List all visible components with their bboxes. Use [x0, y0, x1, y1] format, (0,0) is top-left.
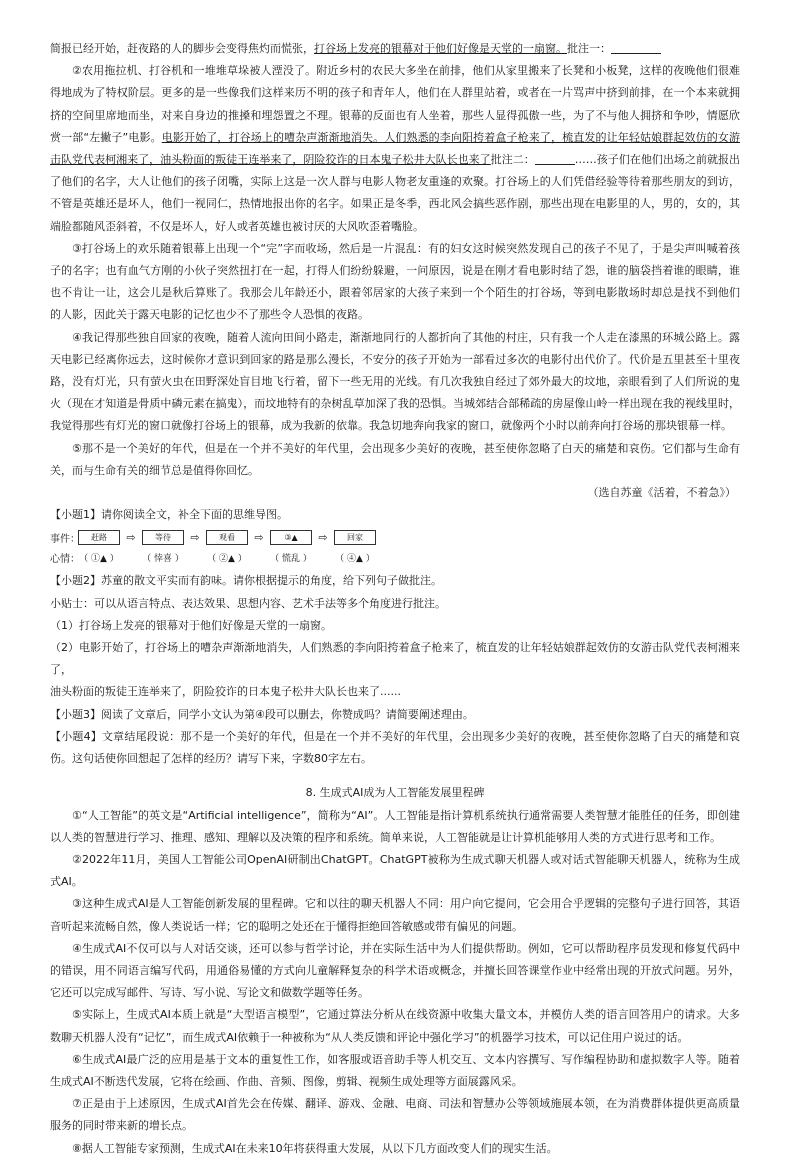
annotation-label-2: 批注二：	[490, 153, 535, 167]
passage2-paragraph-1: ①“人工智能”的英文是“Artificial intelligence”，简称为“AI”。人工智能是指计算机系统执行通常需要人类智慧才能胜任的任务，即创建以人类的智慧进行学习、推理、感知、理解以及决策的程序和系统。简单来说，人工智能就是让计算机能够用人类的方式进行思考和工作。	[50, 808, 740, 844]
feeling-5[interactable]: （ ④▲ ）	[335, 554, 375, 565]
passage2-paragraph-4: ④生成式AI不仅可以与人对话交谈，还可以参与哲学讨论，并在实际生活中为人们提供帮助。例如，它可以帮助程序员发现和修复代码中的错误，用不同语言编写代码，用通俗易懂的方式向儿童解释复杂的科学术语或概念，并擅长回答课堂作业中经常出现的开放式问题。另外，它还可以完成写邮件、写诗、写小说、写论文和做数学题等任务。	[50, 941, 740, 1000]
arrow-icon: ⇨	[254, 531, 264, 545]
passage2-paragraph-6: ⑥生成式AI最广泛的应用是基于文本的重复性工作，如客服或语音助手等人机交互、文本内容撰写、写作编程协助和虚拟数字人等。随着生成式AI不断迭代发展，它将在绘画、作曲、音频、图像，剪辑、视频生成处理等方面展露风采。	[50, 1052, 740, 1088]
event-box-2: 等待	[142, 530, 184, 545]
question-2-tip: 小贴士：可以从语言特点、表达效果、思想内容、艺术手法等多个角度进行批注。	[50, 596, 446, 610]
arrow-icon: ⇨	[126, 531, 136, 545]
feeling-4: （ 慌乱 ）	[270, 554, 312, 565]
passage1-paragraph-5: ⑤那不是一个美好的年代，但是在一个并不美好的年代里，会出现多少美好的夜晚，甚至使你忽略了白天的痛楚和哀伤。它们都与生命有关，而与生命有关的细节总是值得你回忆。	[50, 441, 740, 477]
text-span: ②农用拖拉机、打谷机和一堆堆草垛被人湮没了。附近乡村的农民大多坐在前排，他们从家里搬来了长凳和小板凳，这样的夜晚他们很难得地成为了特权阶层。更多的是一些像我们这样来历不明的孩子和青年人，他们在人群里站着，或者在一片骂声中挤到前排，在一个本来就拥挤的空间里席地而坐，对来自身边的推搡和埋怨置之不理。银幕的反面也有人坐着，那些人显得孤傲一些，为了不与他人拥挤和争吵，情愿欣赏一部“左撇子”电影。	[50, 64, 740, 144]
question-2-item-1: （1）打谷场上发亮的银幕对于他们好像是天堂的一扇窗。	[50, 618, 332, 632]
text-span: ……孩子们在他们出场之前就报出了他们的名字，大人让他们的孩子闭嘴，实际上这是一次人群与电影人物老友重逢的欢聚。打谷场上的人们凭借经验等待着那些朋友的到访，不管是英雄还是坏人，他们一视同仁，热情地报出你的名字。如果正是冬季，西北风会搞些恶作剧，那些出现在电影里的人，男的，女的，其端脸都随风歪斜着，不仅是坏人，好人或者英雄也被讨厌的大风吹歪着嘴脸。	[50, 153, 741, 233]
passage2-paragraph-3: ③这种生成式AI是人工智能创新发展的里程碑。它和以往的聊天机器人不同：用户向它提问，它会用合乎逻辑的完整句子进行回答，其语音听起来流畅自然，像人类说话一样；它的聪明之处还在于懂得拒绝回答敏感或带有偏见的问题。	[50, 897, 740, 933]
mind-map-feelings-row	[50, 550, 376, 565]
feeling-3[interactable]: （ ②▲ ）	[207, 554, 247, 565]
feeling-2: （ 悻喜 ）	[142, 554, 184, 565]
feeling-label: 心情：	[50, 554, 80, 566]
passage2-paragraph-2: ②2022年11月，美国人工智能公司OpenAI研制出ChatGPT。ChatGPT被称为生成式聊天机器人或对话式智能聊天机器人，统称为生成式AI。	[50, 852, 740, 889]
passage2-paragraph-8: ⑧据人工智能专家预测，生成式AI在未来10年将获得重大发展，从以下几方面改变人们的现实生活。	[72, 1141, 558, 1155]
text-span: 简报已经开始，赶夜路的人的脚步会变得焦灼而慌张，	[50, 42, 314, 55]
passage1-line0	[50, 38, 740, 60]
event-box-3: 观看	[206, 530, 248, 545]
question-2-item-2a: （2）电影开始了，打谷场上的嘈杂声渐渐地消失，人们熟悉的李向阳挎着盒子枪来了，梳直发的让年轻姑娘群起效仿的女游击队党代表柯湘来了，	[50, 641, 740, 677]
answer-blank-2[interactable]	[535, 152, 575, 165]
event-box-4[interactable]: ③▲	[270, 530, 312, 545]
question-2-item-2b: 油头粉面的叛徒王连举来了，阴险狡诈的日本鬼子松井大队长也来了......	[50, 685, 401, 699]
event-label: 事件：	[50, 534, 80, 546]
question-1: 【小题1】请你阅读全文，补全下面的思维导图。	[50, 508, 288, 522]
underlined-sentence-2: 电影开始了，打谷场上的嘈杂声渐渐地消失。人们熟悉的李向阳挎着盒子枪来了，梳直发的让年轻姑娘群起效仿的女游击队党代表柯湘来了，油头粉面的叛徒王连举来了，阴险狡诈的日本鬼子松井大队长也来了	[50, 130, 740, 167]
passage2-paragraph-5: ⑤实际上，生成式AI本质上就是“大型语言模型”，它通过算法分析从在线资源中收集大量文本，并模仿人类的语言回答用户的请求。大多数聊天机器人没有“记忆”，而生成式AI依赖于一种被称为“从人类反馈和评论中强化学习”的机器学习技术，可以记住用户说过的话。	[50, 1008, 740, 1044]
arrow-icon: ⇨	[318, 531, 328, 545]
question-4: 【小题4】文章结尾段说：那不是一个美好的年代，但是在一个并不美好的年代里，会出现多少美好的夜晚，甚至使你忽略了白天的痛楚和哀伤。这句话使你回想起了怎样的经历？请写下来，字数80字左右。	[50, 729, 740, 766]
answer-blank-1[interactable]	[611, 41, 661, 54]
feeling-1[interactable]: （ ①▲ ）	[79, 554, 119, 565]
event-box-1: 赶路	[78, 530, 120, 545]
passage1-paragraph-4: ④我记得那些独自回家的夜晚，随着人流向田间小路走，渐渐地同行的人都折向了其他的村庄，只有我一个人走在漆黑的环城公路上。露天电影已经离你远去，这时候你才意识到回家的路是那么漫长，不安分的孩子开始为一部看过多次的电影付出代价了。代价是五里甚至十里夜路，没有灯光，只有萤火虫在田野深处盲目地飞行着，留下一些无用的光线。有几次我独自经过了郊外最大的坟地，亲眼看到了人们所说的鬼火（现在才知道是骨质中磷元素在搞鬼），而坟地特有的杂树乱草加深了我的恐惧。当城郊结合部稀疏的房屋像山岭一样出现在我的视线里时，我觉得那些有灯光的窗口就像打谷场上的银幕，成为我新的依靠。我急切地奔向我家的窗口，就像两个小时以前奔向打谷场的那块银幕一样。	[50, 330, 740, 433]
annotation-label-1: 批注一：	[567, 42, 611, 55]
underlined-sentence-1: 打谷场上发亮的银幕对于他们好像是天堂的一扇窗。	[314, 42, 567, 55]
mind-map	[50, 528, 740, 566]
passage1-source: （选自苏童《活着，不着急》）	[587, 486, 736, 500]
document-page	[50, 38, 740, 1160]
passage1-paragraph-2	[50, 60, 740, 238]
question-2: 【小题2】苏童的散文平实而有韵味。请你根据提示的角度，给下列句子做批注。	[50, 574, 442, 588]
arrow-icon: ⇨	[190, 531, 200, 545]
passage1-paragraph-3: ③打谷场上的欢乐随着银幕上出现一个“完”字而收场，然后是一片混乱：有的妇女这时候突然发现自己的孩子不见了，于是尖声叫喊着孩子的名字；也有血气方刚的小伙子突然扭打在一起，打得人们纷纷躲避，一问原因，说是在刚才看电影时结了怨，谁的脑袋挡着谁的眼睛，谁也不肯让一让，这会儿是秋后算账了。我那会儿年龄还小，跟着邻居家的大孩子来到一个个陌生的打谷场，等到电影散场时却总是找不到他们的人影，因此关于露天电影的记忆也少不了那些令人恐惧的夜路。	[50, 241, 740, 322]
passage2-paragraph-7: ⑦正是由于上述原因，生成式AI首先会在传媒、翻译、游戏、金融、电商、司法和智慧办公等领域施展本领，在为消费群体提供更高质量服务的同时带来新的增长点。	[50, 1097, 740, 1133]
event-box-5: 回家	[334, 530, 376, 545]
question-3: 【小题3】阅读了文章后，同学小文认为第④段可以删去，你赞成吗？请简要阐述理由。	[50, 707, 474, 721]
mind-map-events-row	[50, 530, 376, 545]
passage2-title: 8. 生成式AI成为人工智能发展里程碑	[305, 786, 485, 800]
